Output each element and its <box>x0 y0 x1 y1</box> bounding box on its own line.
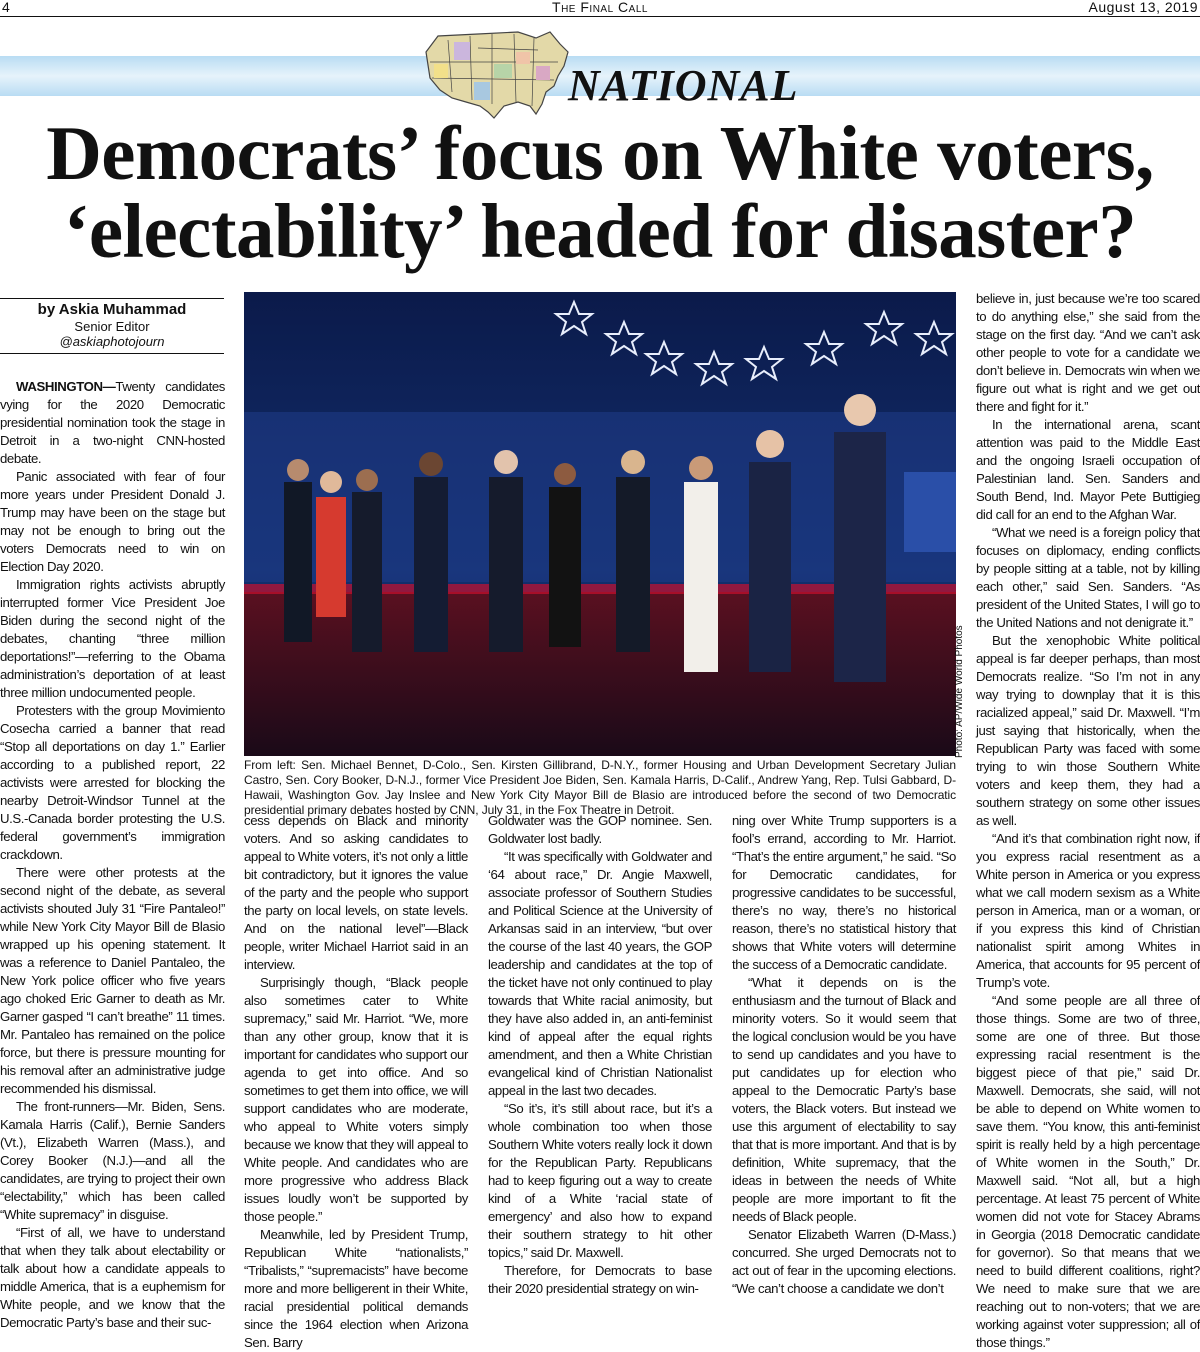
article-paragraph: believe in, just because we’re too scared to do anything else,” she said from the stage on the first day. “And we can’t ask other people to vote for a candidate we don’t believe in. Democrats win when we figure out what is right and we get out there and fight for it.” <box>976 291 1200 414</box>
article-column-2 <box>244 812 468 1350</box>
article-paragraph: “What we need is a foreign policy that focuses on diplomacy, ending conflicts by people sitting at a table, not by killing each other,” said Sen. Sanders. “As president of the United States, I will go to the United Nations and not denigrate it.” <box>976 525 1200 630</box>
article-paragraph: “So it’s, it’s still about race, but it’s a whole combination too when those Southern White voters really lock it down for the Republican Party. Republicans had to keep figuring out a way to create kind of a White ‘racial state of emergency’ and also how to expand their southern strategy to hit other topics,” said Dr. Maxwell. <box>488 1101 712 1260</box>
article-paragraph: The front-runners—Mr. Biden, Sens. Kamala Harris (Calif.), Bernie Sanders (Vt.), Elizabeth Warren (Mass.), and Corey Booker (N.J.)—and all the candidates, are trying to project their own “electability,” which has been called “White supremacy” in disguise. <box>0 1099 225 1222</box>
page-number: 4 <box>2 0 10 15</box>
publication-name: The Final Call <box>552 0 648 15</box>
article-paragraph: But the xenophobic White political appeal is far deeper perhaps, than most Democrats realize. “So I’m not in any way trying to downplay that it is this racialized appeal,” said Dr. Maxwell. “I’m just saying that historically, when the Republican Party was faced with some trying to win those Southern White voters and keep them, they had a southern strategy on some other issues as well. <box>976 633 1200 828</box>
author-name: by Askia Muhammad <box>37 301 187 318</box>
article-paragraph: “First of all, we have to understand that when they talk about electability or talk about how a candidate appeals to middle America, that is a euphemism for White people, and we know that the Democratic Party’s base and their suc- <box>0 1225 225 1330</box>
issue-date: August 13, 2019 <box>1088 0 1198 15</box>
article-paragraph: WASHINGTON—Twenty candidates vying for the 2020 Democratic presidential nomination took the stage in Detroit in a two-night CNN-hosted debate. <box>0 379 225 466</box>
article-paragraph: Panic associated with fear of four more years under President Donald J. Trump may have been on the stage but may not be enough to bring out the voters Democrats need to win on Election Day 2020. <box>0 469 225 574</box>
article-paragraph: “And some people are all three of those things. Some are two of three, some are one of three. But those expressing racial resentment is the biggest piece of that pie,” said Dr. Maxwell. Democrats, she said, will not be able to depend on White women to save them. “You know, this anti-feminist spirit is really held by a high percentage of White women in the South,” Dr. Maxwell said. “Not all, but a high percentage. At least 75 percent of White women did not vote for Stacey Abrams in Georgia (2018 Democratic candidate for governor). So that means that we need to build different coalitions, right? We need to make sure that we are reaching out to non-voters; that we are working against voter suppression; all of those things.” <box>976 993 1200 1350</box>
author-handle: @askiaphotojourn <box>59 334 165 349</box>
photo-caption: From left: Sen. Michael Bennet, D-Colo., Sen. Kirsten Gillibrand, D-N.Y., former Housing and Urban Development Secretary Julian Castro, Sen. Cory Booker, D-N.J., former Vice President Joe Biden, Sen. Kamala Harris, D-Calif., Andrew Yang, Rep. Tulsi Gabbard, D-Hawaii, Washington Gov. Jay Inslee and New York City Mayor Bill de Blasio are introduced before the second of two Democratic presidential primary debates hosted by CNN, July 31, in the Fox Theatre in Detroit. <box>244 758 956 817</box>
article-paragraph: In the international arena, scant attention was paid to the Middle East and the ongoing Israeli occupation of Palestinian land. Sen. Sanders and South Bend, Ind. Mayor Pete Buttigieg did call for an end to the Afghan War. <box>976 417 1200 522</box>
author-title: Senior Editor <box>74 319 150 334</box>
article-paragraph: Surprisingly though, “Black people also sometimes cater to White supremacy,” said Mr. Harriot. “We, more than any other group, know that it is important for candidates who support our agenda to get into office. And so sometimes to get them into office, we will support candidates who are moderate, who appeal to White voters simply because we know that they will appeal to White people. And candidates who are more progressive who address Black issues loudly won’t be supported by those people.” <box>244 975 468 1224</box>
article-column-1 <box>0 378 225 1330</box>
article-paragraph: “It was specifically with Goldwater and ‘64 about race,” Dr. Angie Maxwell, associate professor of Southern Studies and Political Science at the University of Arkansas said in an interview, “but over the course of the last 40 years, the GOP leadership and candidates at the top of the ticket have not only continued to play towards that White racial animosity, but they have also added in, an anti-feminist kind of appeal after the equal rights amendment, and then a White Christian evangelical kind of Christian Nationalist appeal in the last two decades. <box>488 849 712 1098</box>
dateline: WASHINGTON— <box>16 379 116 394</box>
article-paragraph: Immigration rights activists abruptly interrupted former Vice President Joe Biden during the second night of the debates, chanting “three million deportations!”—referring to the Obama administration’s deportation of at least three million undocumented people. <box>0 577 225 700</box>
article-paragraph: Senator Elizabeth Warren (D-Mass.) concurred. She urged Democrats not to act out of fear in the upcoming elections. “We can’t choose a candidate we don’t <box>732 1227 956 1296</box>
article-paragraph: “And it’s that combination right now, if you express racial resentment as a White person in America or you express what we call modern sexism as a White person in America, man or a woman, or if you express this kind of Christian nationalist spirit among Whites in America, that accounts for 95 percent of Trump’s vote. <box>976 831 1200 990</box>
article-paragraph: Protesters with the group Movimiento Cosecha carried a banner that read “Stop all deportations on day 1.” Earlier according to a published report, 22 activists were arrested for blocking the nearby Detroit-Windsor Tunnel at the U.S.-Canada border protesting the U.S. federal government’s immigration crackdown. <box>0 703 225 862</box>
debate-stage-photo <box>244 292 956 756</box>
article-paragraph: Meanwhile, led by President Trump, Republican White “nationalists,” “Tribalists,” “supremacists” have become more and more belligerent in their White, racial presidential political demands since the 1964 election when Arizona Sen. Barry <box>244 1227 468 1350</box>
page-header <box>0 0 1200 17</box>
article-paragraph: ning over White Trump supporters is a fool’s errand, according to Mr. Harriot. “That’s the entire argument,” he said. “So for Democratic candidates, for progressive candidates to be successful, there’s no way, there’s no historical reason, there’s no statistical history that shows that White voters will determine the success of a Democratic candidate. <box>732 813 956 972</box>
article-column-4 <box>732 812 956 1298</box>
photo-credit: Photo: AP/Wide World Photos <box>954 625 965 758</box>
headline-line-1: Democrats’ focus on White voters, <box>46 110 1154 196</box>
section-label: NATIONAL <box>568 61 799 110</box>
article-paragraph: “What it depends on is the enthusiasm and the turnout of Black and minority voters. So it would seem that the logical conclusion would be you have to send up candidates and you have to put candidates up for election who appeal to the Democratic Party’s base voters, the Black voters. But instead we use this argument of electability to say that that is more important. And that is by definition, White supremacy, that the ideas in between the needs of White people are more important to fit the needs of Black people. <box>732 975 956 1224</box>
article-paragraph: There were other protests at the second night of the debate, as several activists shouted July 31 “Fire Pantaleo!” while New York City Mayor Bill de Blasio wrapped up his opening statement. It was a reference to Daniel Pantaleo, the New York police officer who five years ago choked Eric Garner to death as Mr. Garner gasped “I can’t breathe” 11 times. Mr. Pantaleo has remained on the police force, but there is pressure mounting for his removal after an administrative judge recommended his dismissal. <box>0 865 225 1096</box>
headline-line-2: ‘electability’ headed for disaster? <box>63 188 1137 274</box>
byline <box>0 298 224 354</box>
article-paragraph: Goldwater was the GOP nominee. Sen. Goldwater lost badly. <box>488 813 712 846</box>
article-paragraph: cess depends on Black and minority voters. And so asking candidates to appeal to White voters, it’s not only a little bit contradictory, but it ignores the value of the party and the people who support the party on local levels, on state levels. And on the national level”—Black people, writer Michael Harriot said in an interview. <box>244 813 468 972</box>
article-column-5 <box>976 290 1200 1350</box>
headline <box>0 110 1200 274</box>
article-column-3 <box>488 812 712 1298</box>
article-paragraph: Therefore, for Democrats to base their 2020 presidential strategy on win- <box>488 1263 712 1296</box>
